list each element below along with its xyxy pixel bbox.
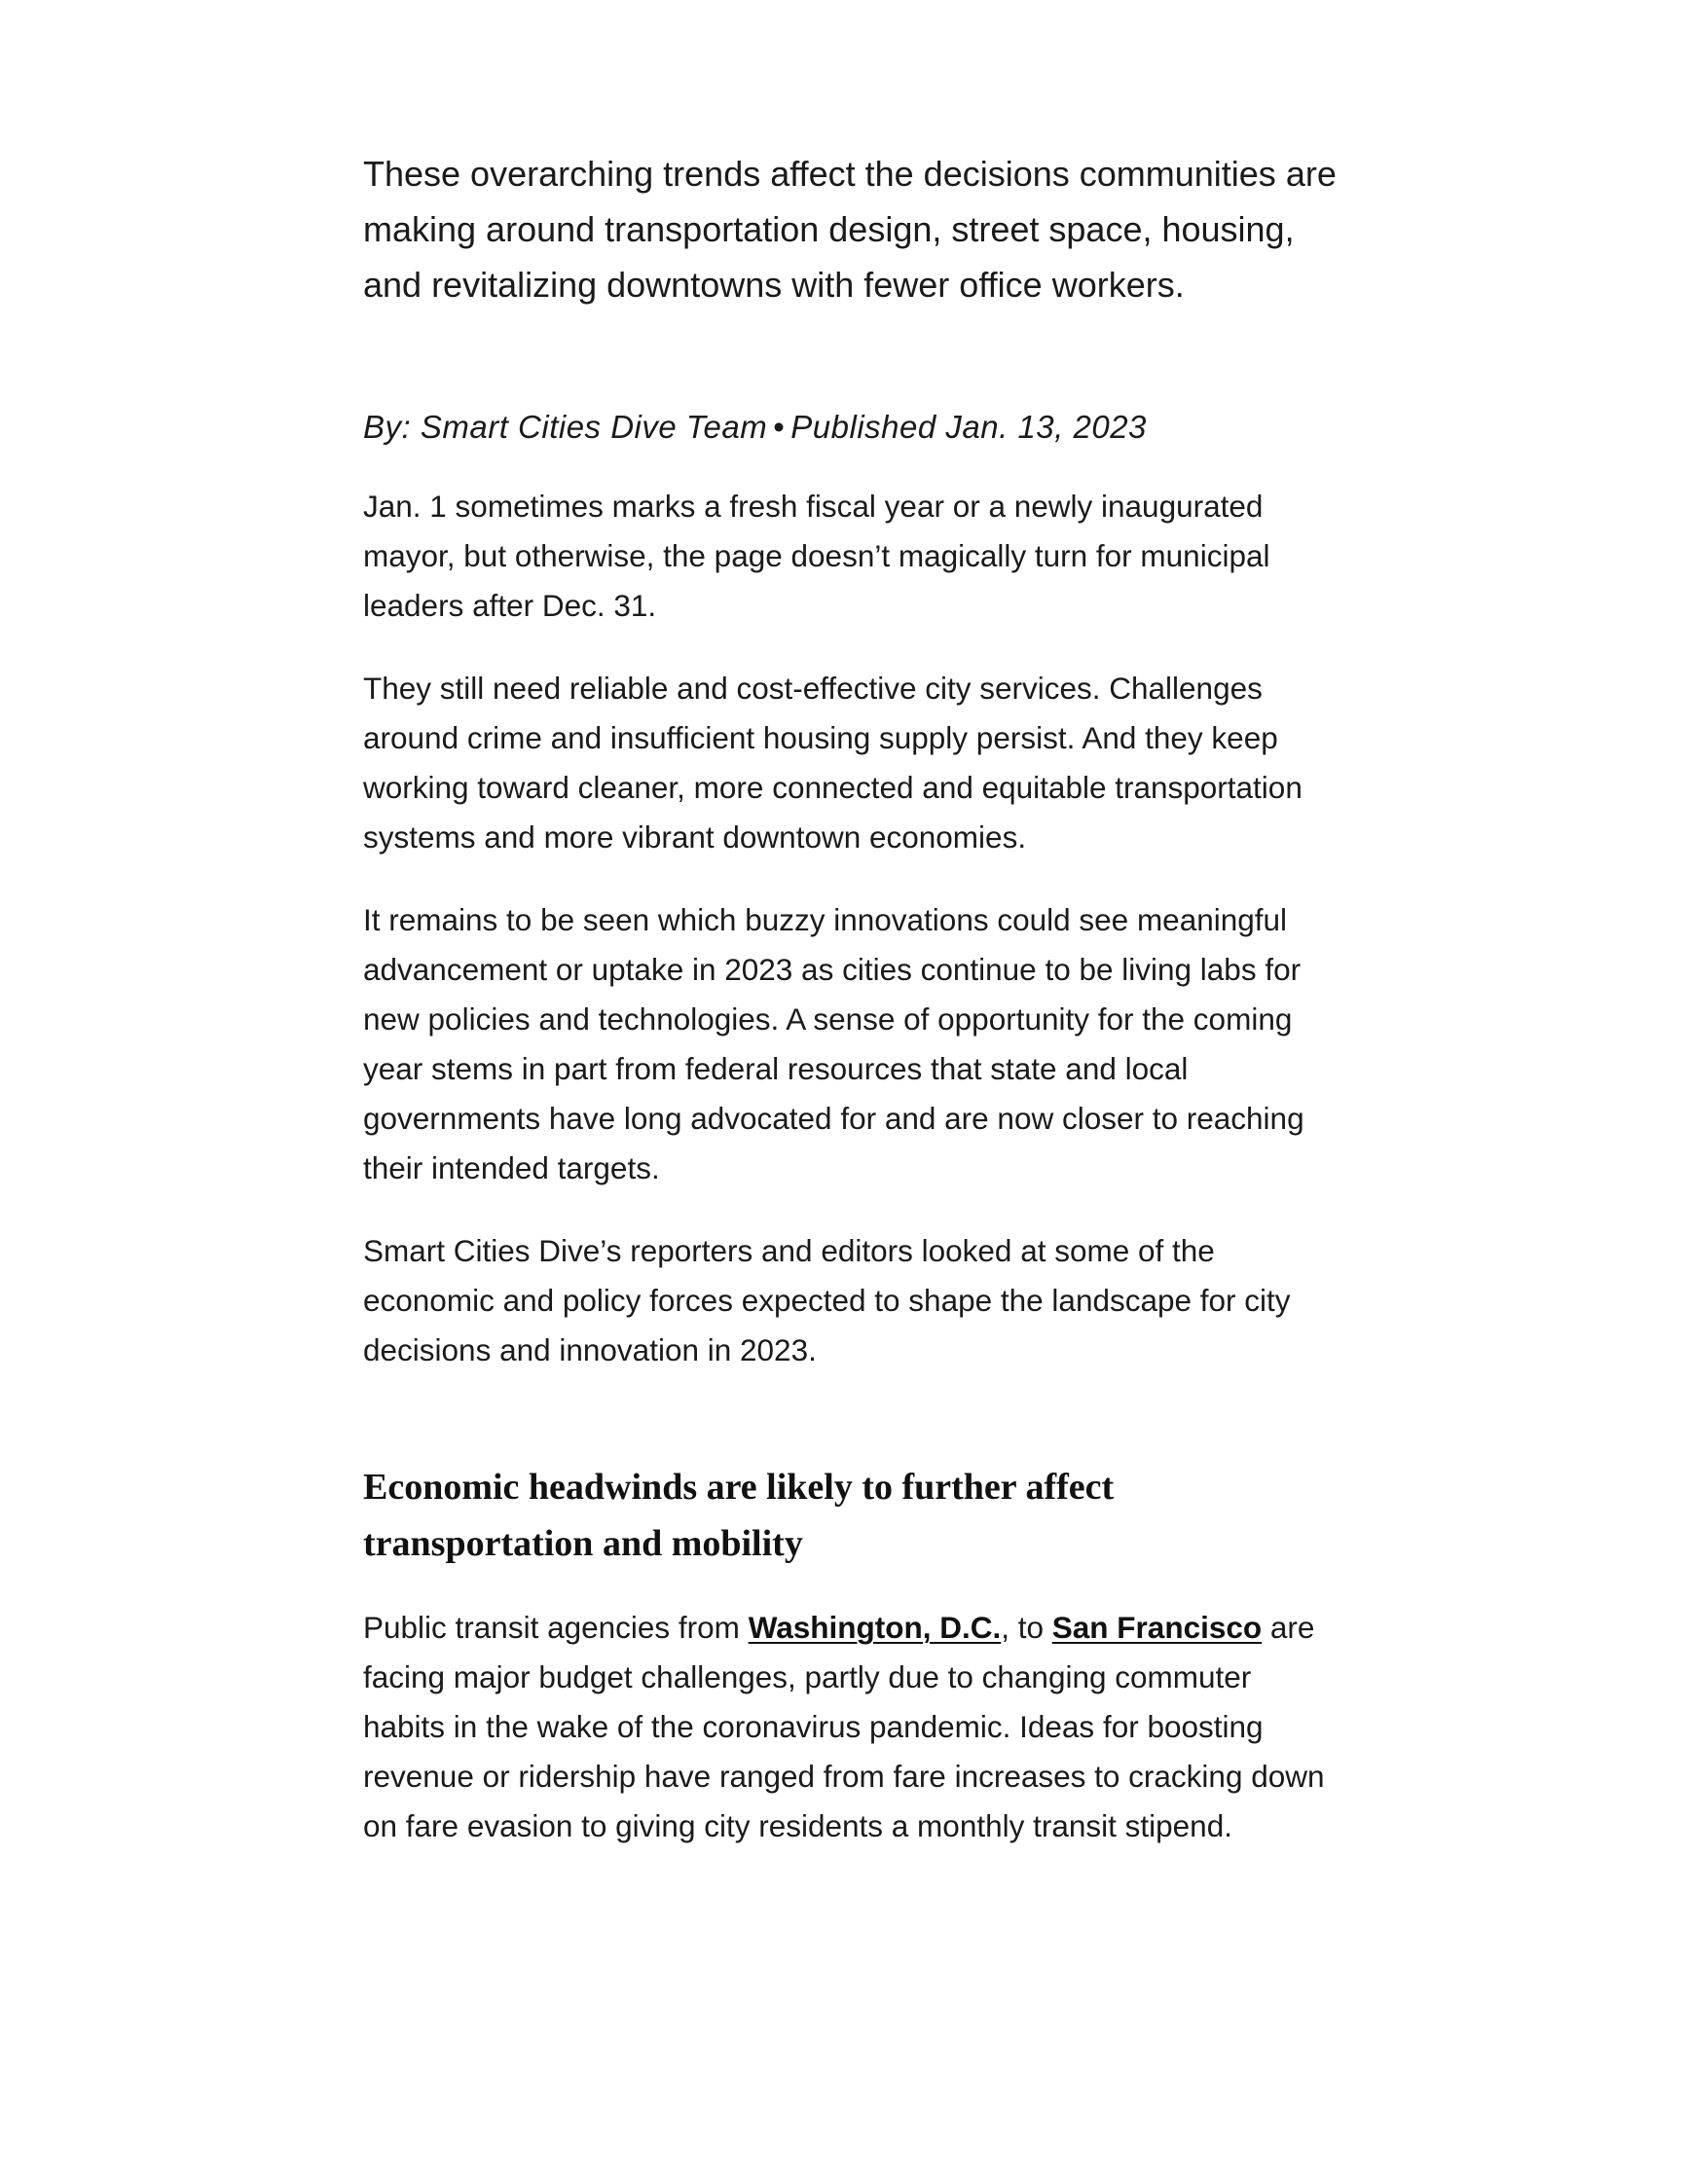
paragraph-2: They still need reliable and cost-effective city services. Challenges around crime and insufficient housing supply persist. And they keep working toward cleaner, more connected and equitable transportation systems and more vibrant downtown economies.: [363, 671, 1303, 855]
article: [363, 146, 1337, 1851]
article-dek: These overarching trends affect the decisions communities are making around transportation design, street space, housing, and revitalizing downtowns with fewer office workers.: [363, 154, 1337, 305]
byline-author: By: Smart Cities Dive Team: [363, 409, 768, 445]
paragraph-4: Smart Cities Dive’s reporters and editors looked at some of the economic and policy forces expected to shape the landscape for city decisions and innovation in 2023.: [363, 1233, 1291, 1367]
san-francisco-link[interactable]: San Francisco: [1051, 1610, 1263, 1645]
section-paragraph-lead: Public transit agencies from: [363, 1610, 749, 1645]
paragraph-3: It remains to be seen which buzzy innovations could see meaningful advancement or uptake in 2023 as cities continue to be living labs for new policies and technologies. A sense of opportunity for the coming year stems in part from federal resources that state and local governments have long advocated for and are now closer to reaching their intended targets.: [363, 902, 1304, 1185]
section-paragraph-mid: , to: [1001, 1610, 1052, 1645]
byline-published-date: Published Jan. 13, 2023: [790, 409, 1147, 445]
section-heading: Economic headwinds are likely to further affect transportation and mobility: [363, 1467, 1115, 1564]
byline-separator: •: [773, 409, 786, 445]
section-paragraph-rest: are facing major budget challenges, partly due to changing commuter habits in the wake of the coronavirus pandemic. Ideas for boosting revenue or ridership have ranged from fare increases to cracking down on fare evasion to giving city residents a monthly transit stipend.: [363, 1610, 1325, 1843]
washington-dc-link[interactable]: Washington, D.C.: [748, 1610, 1002, 1645]
section-paragraph: [363, 1603, 1337, 1851]
paragraph-1: Jan. 1 sometimes marks a fresh fiscal year or a newly inaugurated mayor, but otherwise, the page doesn’t magically turn for municipal leaders after Dec. 31.: [363, 489, 1270, 623]
byline: [363, 404, 1337, 451]
